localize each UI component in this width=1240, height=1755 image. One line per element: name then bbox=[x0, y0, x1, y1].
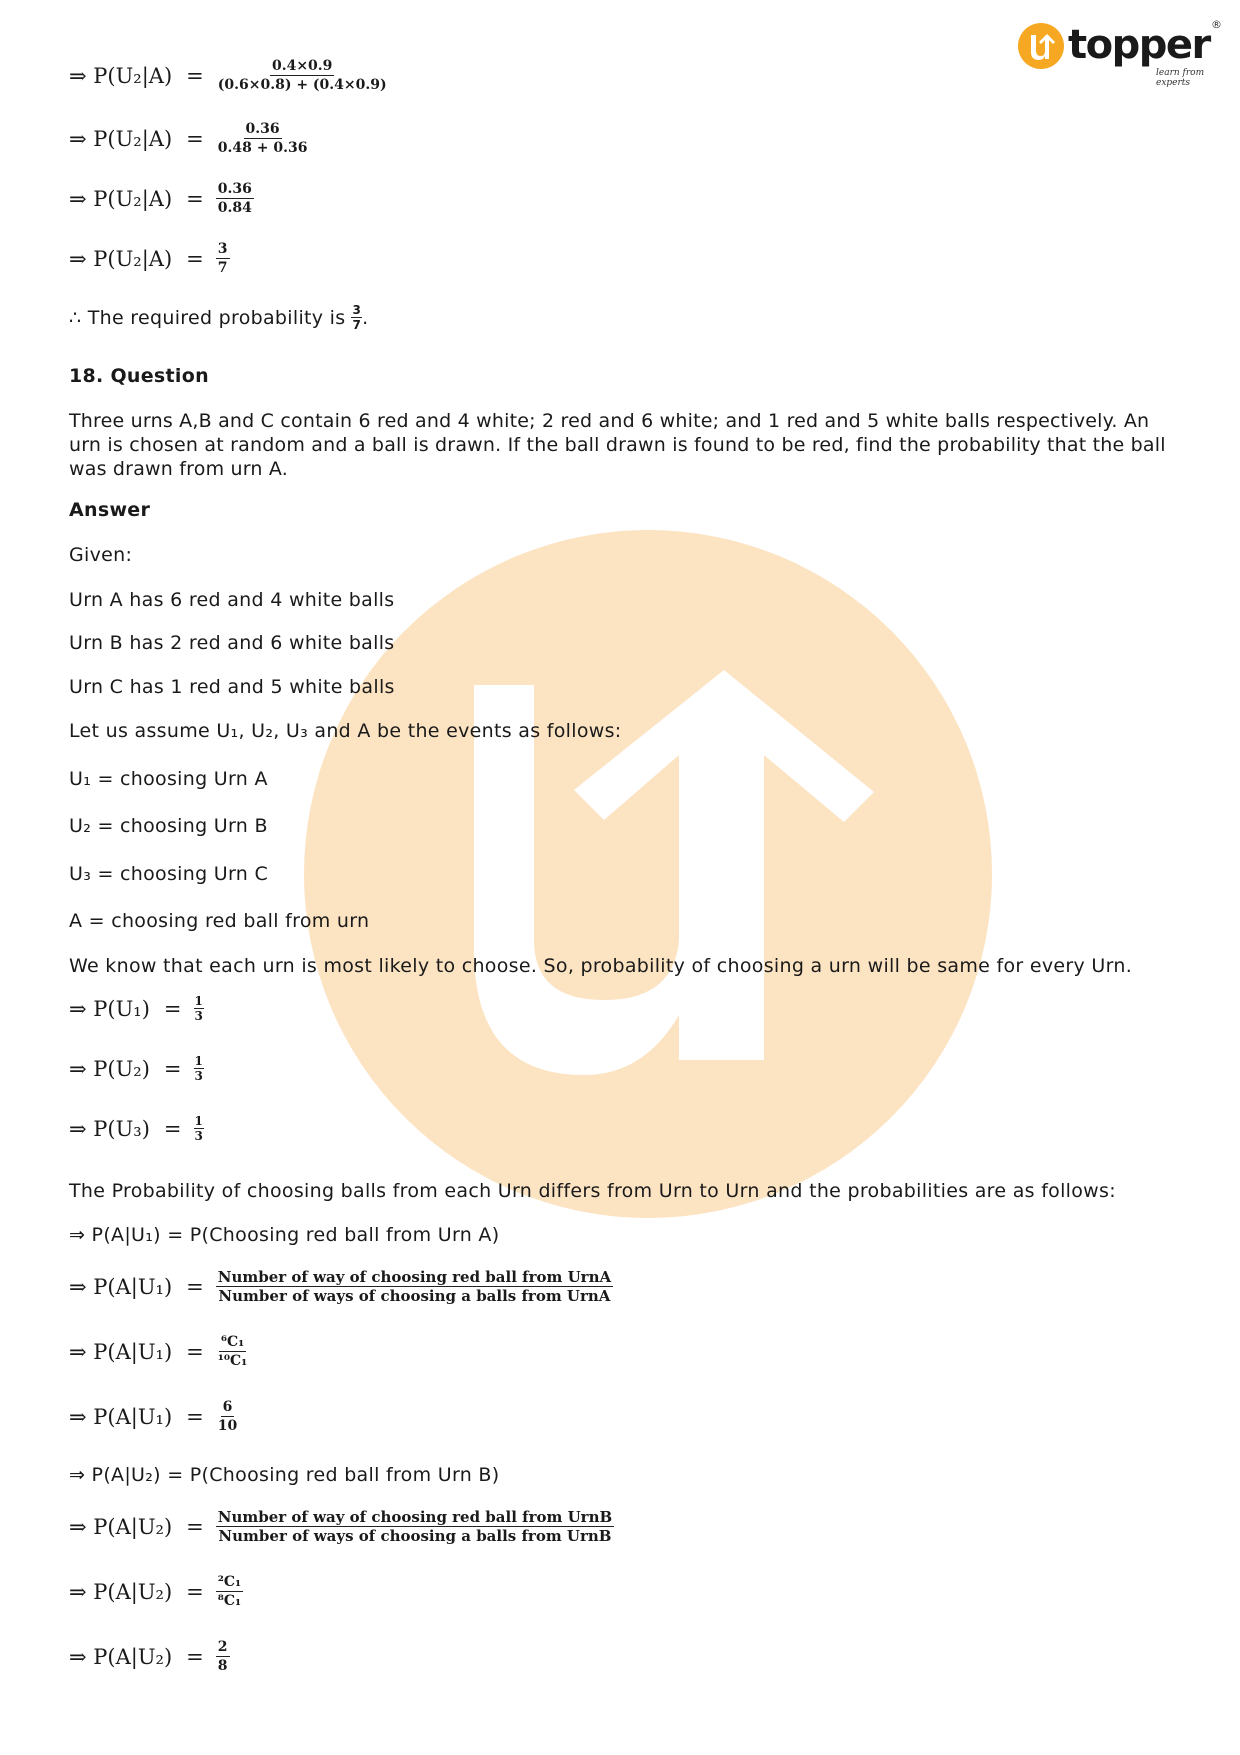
denominator: (0.6×0.8) + (0.4×0.9) bbox=[217, 77, 387, 93]
pa-u2-definition: ⇒ P(A|U₂) = P(Choosing red ball from Urn B) bbox=[69, 1464, 500, 1486]
question-heading: 18. Question bbox=[69, 365, 209, 387]
numerator: 3 bbox=[352, 303, 362, 317]
equation-line bbox=[69, 120, 309, 157]
denominator: ¹⁰C₁ bbox=[217, 1353, 248, 1369]
denominator: 7 bbox=[217, 260, 228, 276]
denominator: ⁸C₁ bbox=[217, 1593, 242, 1609]
answer-heading: Answer bbox=[69, 499, 151, 521]
equals-sign: = bbox=[186, 1404, 204, 1429]
numerator: 2 bbox=[217, 1639, 228, 1655]
equals-sign: = bbox=[186, 1274, 204, 1299]
equation-lhs: ⇒ P(U₂) bbox=[69, 1056, 150, 1081]
numerator: ²C₁ bbox=[217, 1574, 242, 1590]
fraction bbox=[216, 1268, 613, 1305]
topper-watermark bbox=[304, 530, 992, 1218]
numerator: 1 bbox=[194, 1114, 203, 1128]
denominator: Number of ways of choosing a balls from UrnB bbox=[218, 1527, 612, 1545]
denominator: 8 bbox=[217, 1658, 228, 1674]
urn-c-statement: Urn C has 1 red and 5 white balls bbox=[69, 676, 395, 698]
fraction bbox=[216, 57, 389, 94]
equation-lhs: ⇒ P(U₂|A) bbox=[69, 186, 173, 211]
equation-lhs: ⇒ P(U₃) bbox=[69, 1116, 150, 1141]
numerator: 3 bbox=[217, 241, 228, 257]
fraction bbox=[216, 180, 254, 217]
equation-lhs: ⇒ P(U₂|A) bbox=[69, 246, 173, 271]
equation-line bbox=[69, 1398, 239, 1435]
fraction bbox=[194, 1054, 204, 1083]
likelihood-statement: We know that each urn is most likely to choose. So, probability of choosing a urn will be same for every Urn. bbox=[69, 955, 1133, 977]
denominator: 3 bbox=[194, 1009, 203, 1023]
differs-statement: The Probability of choosing balls from each Urn differs from Urn to Urn and the probabilities are as follows: bbox=[69, 1180, 1116, 1202]
denominator: 0.84 bbox=[217, 200, 252, 216]
equation-line bbox=[69, 180, 254, 217]
numerator: 0.36 bbox=[217, 181, 252, 197]
fraction bbox=[194, 1114, 204, 1143]
equation-line bbox=[69, 1114, 204, 1143]
equation-lhs: ⇒ P(A|U₁) bbox=[69, 1404, 173, 1429]
fraction bbox=[216, 240, 230, 277]
numerator: 1 bbox=[194, 1054, 203, 1068]
equation-line bbox=[69, 240, 230, 277]
fraction bbox=[216, 1573, 243, 1610]
logo-tagline: learn from experts bbox=[1156, 68, 1205, 88]
equation-lhs: ⇒ P(A|U₂) bbox=[69, 1514, 173, 1539]
topper-logo-icon bbox=[1018, 23, 1064, 69]
urn-a-statement: Urn A has 6 red and 4 white balls bbox=[69, 589, 395, 611]
fraction bbox=[194, 994, 204, 1023]
numerator: 6 bbox=[222, 1399, 233, 1415]
given-label: Given: bbox=[69, 544, 133, 566]
denominator: 3 bbox=[194, 1069, 203, 1083]
u3-definition: U₃ = choosing Urn C bbox=[69, 863, 269, 885]
question-text: Three urns A,B and C contain 6 red and 4 white; 2 red and 6 white; and 1 red and 5 white balls respectively. An urn is chosen at random and a ball is drawn. If the ball drawn is found to be red, find the probability that the ball was drawn from urn A. bbox=[69, 410, 1166, 480]
fraction bbox=[351, 303, 362, 332]
numerator: 0.4×0.9 bbox=[271, 58, 333, 74]
equation-lhs: ⇒ P(U₂|A) bbox=[69, 63, 173, 88]
equation-line bbox=[69, 57, 389, 94]
fraction bbox=[216, 1333, 250, 1370]
equation-lhs: ⇒ P(A|U₂) bbox=[69, 1644, 173, 1669]
conclusion-line bbox=[69, 303, 368, 332]
equals-sign: = bbox=[186, 246, 204, 271]
assume-statement: Let us assume U₁, U₂, U₃ and A be the events as follows: bbox=[69, 720, 622, 742]
equals-sign: = bbox=[186, 1644, 204, 1669]
equation-line bbox=[69, 1638, 230, 1675]
denominator: Number of ways of choosing a balls from UrnA bbox=[218, 1287, 611, 1305]
equals-sign: = bbox=[186, 1514, 204, 1539]
equals-sign: = bbox=[186, 126, 204, 151]
fraction bbox=[216, 1508, 614, 1545]
numerator: 1 bbox=[194, 994, 203, 1008]
equation-line bbox=[69, 1573, 243, 1610]
numerator: Number of way of choosing red ball from UrnB bbox=[217, 1508, 613, 1526]
denominator: 0.48 + 0.36 bbox=[217, 140, 308, 156]
conclusion-text: ∴ The required probability is bbox=[69, 306, 346, 329]
topper-logo bbox=[1018, 18, 1223, 88]
equation-lhs: ⇒ P(A|U₁) bbox=[69, 1274, 173, 1299]
equation-line bbox=[69, 1333, 249, 1370]
equation-lhs: ⇒ P(U₂|A) bbox=[69, 126, 173, 151]
period: . bbox=[362, 306, 369, 329]
equals-sign: = bbox=[186, 186, 204, 211]
equals-sign: = bbox=[186, 1579, 204, 1604]
urn-b-statement: Urn B has 2 red and 6 white balls bbox=[69, 632, 395, 654]
numerator: 0.36 bbox=[245, 121, 280, 137]
denominator: 7 bbox=[352, 318, 362, 332]
numerator: Number of way of choosing red ball from UrnA bbox=[217, 1268, 612, 1286]
equation-line bbox=[69, 1054, 204, 1083]
equation-line bbox=[69, 994, 204, 1023]
denominator: 10 bbox=[217, 1418, 238, 1434]
fraction bbox=[216, 1638, 230, 1675]
equation-lhs: ⇒ P(A|U₁) bbox=[69, 1339, 173, 1364]
registered-mark: ® bbox=[1211, 18, 1222, 31]
a-definition: A = choosing red ball from urn bbox=[69, 910, 370, 932]
numerator: ⁶C₁ bbox=[220, 1334, 245, 1350]
u2-definition: U₂ = choosing Urn B bbox=[69, 815, 268, 837]
fraction bbox=[216, 120, 310, 157]
equals-sign: = bbox=[163, 1116, 182, 1141]
equals-sign: = bbox=[163, 996, 182, 1021]
equation-lhs: ⇒ P(U₁) bbox=[69, 996, 150, 1021]
u1-definition: U₁ = choosing Urn A bbox=[69, 768, 268, 790]
equation-line bbox=[69, 1508, 614, 1545]
equals-sign: = bbox=[186, 63, 204, 88]
equals-sign: = bbox=[186, 1339, 204, 1364]
pa-u1-definition: ⇒ P(A|U₁) = P(Choosing red ball from Urn A) bbox=[69, 1224, 500, 1246]
equation-lhs: ⇒ P(A|U₂) bbox=[69, 1579, 173, 1604]
fraction bbox=[216, 1398, 239, 1435]
denominator: 3 bbox=[194, 1129, 203, 1143]
equals-sign: = bbox=[163, 1056, 182, 1081]
equation-line bbox=[69, 1268, 613, 1305]
logo-wordmark: topper bbox=[1068, 22, 1210, 68]
